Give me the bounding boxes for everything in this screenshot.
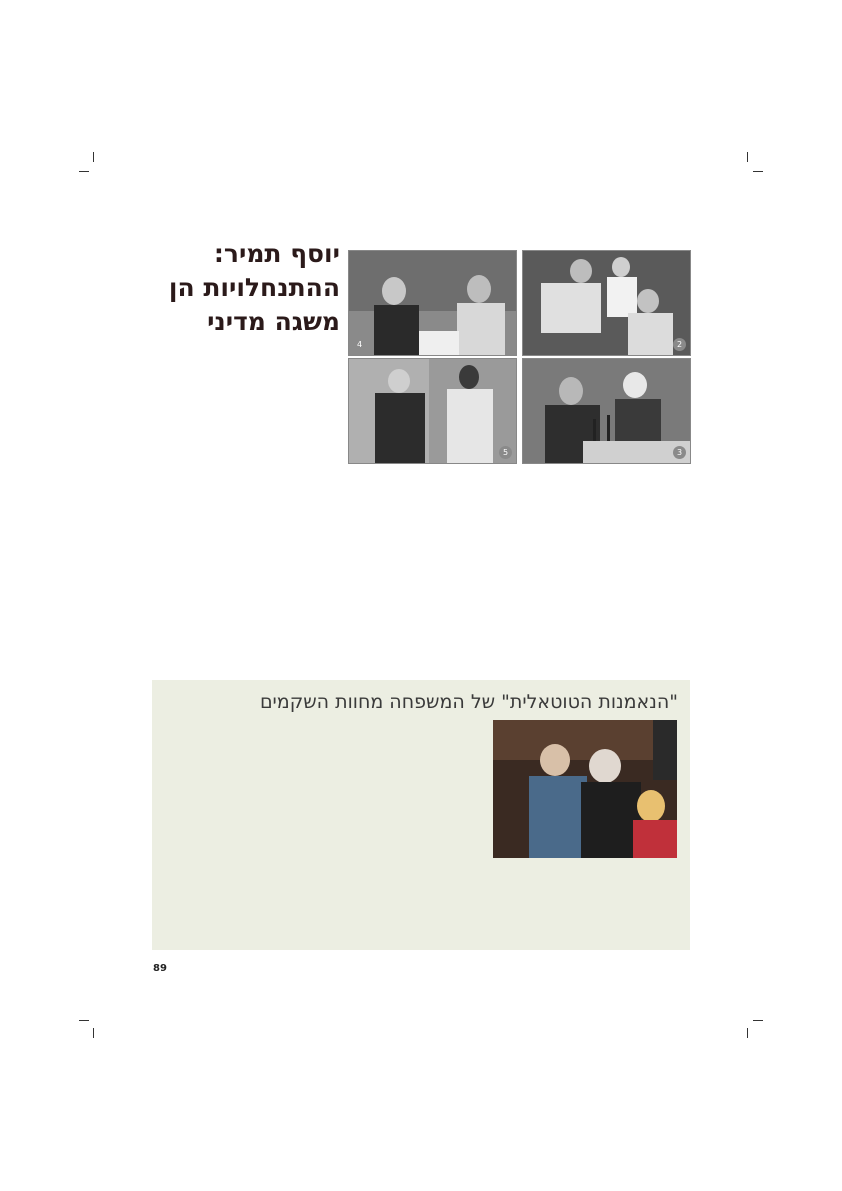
photo-5 (348, 358, 517, 464)
box-text (170, 720, 486, 724)
body-text (348, 486, 692, 492)
crop-mark (79, 171, 89, 172)
sidebar-text (160, 340, 340, 346)
photo-3 (522, 358, 691, 464)
box-text-bottom (170, 862, 590, 866)
crop-mark (747, 1028, 748, 1038)
page-title: יוסף תמיר: ההתנחלויות הן משגה מדיני (168, 239, 340, 336)
photo-number: 4 (353, 338, 366, 351)
crop-mark (747, 152, 748, 162)
photo-4 (348, 250, 517, 356)
crop-mark (753, 171, 763, 172)
photo-number: 2 (673, 338, 686, 351)
crop-mark (753, 1020, 763, 1021)
box-photo (493, 720, 677, 858)
box-title: "הנאמנות הטוטאלית" של המשפחה מחוות השקמים (259, 691, 678, 713)
page-number: 89 (153, 963, 167, 974)
crop-mark (93, 1028, 94, 1038)
sidebar-box (152, 680, 690, 950)
crop-mark (93, 152, 94, 162)
photo-number: 3 (673, 446, 686, 459)
photo-2 (522, 250, 691, 356)
photo-number: 5 (499, 446, 512, 459)
crop-mark (79, 1020, 89, 1021)
